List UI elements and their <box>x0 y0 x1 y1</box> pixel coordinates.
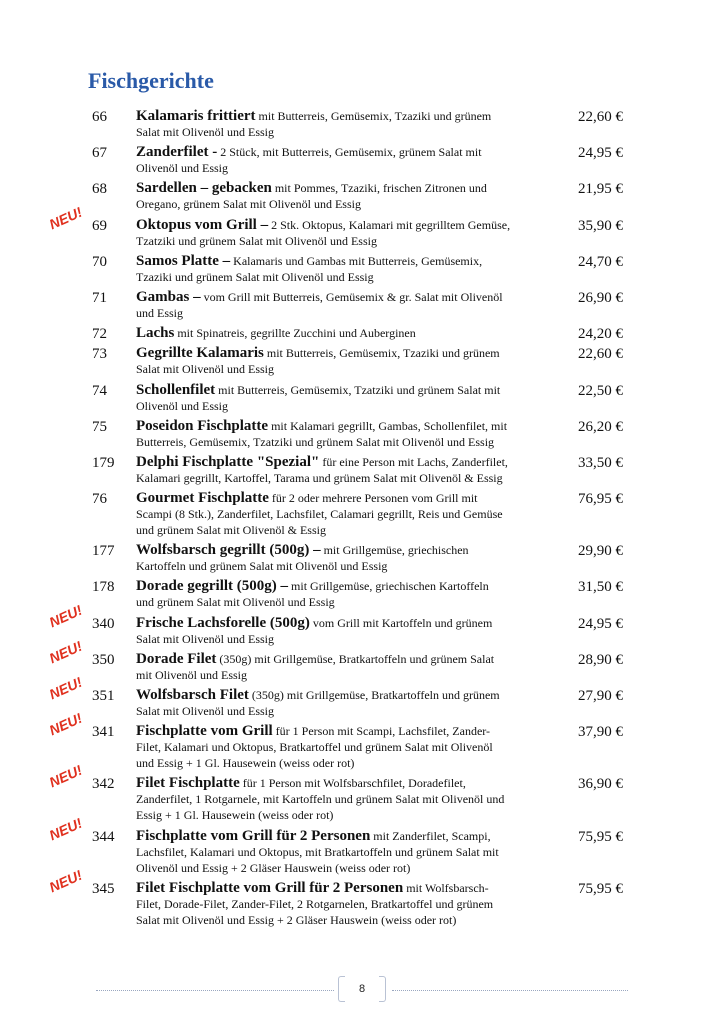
item-name: Wolfsbarsch Filet <box>136 687 249 703</box>
item-name: Lachs <box>136 325 175 342</box>
item-number: 74 <box>92 382 107 399</box>
item-description-text: 2 Stück, mit Butterreis, Gemüsemix, grünem Salat mit <box>217 145 482 160</box>
item-name: Dorade Filet <box>136 650 217 667</box>
item-description-text: für 2 oder mehrere Personen vom Grill mit <box>268 491 478 506</box>
menu-item <box>0 418 724 450</box>
item-description-text: Butterreis, Gemüsemix, Tzatziki und grünem Salat mit Olivenöl und Essig <box>136 434 495 449</box>
item-number: 69 <box>92 217 107 234</box>
item-description <box>136 180 552 196</box>
item-price: 26,20 € <box>578 418 623 435</box>
menu-item <box>0 382 724 414</box>
item-price: 31,50 € <box>578 579 623 596</box>
new-badge: NEU! <box>46 814 85 843</box>
item-description <box>136 687 552 703</box>
item-description-text: vom Grill mit Butterreis, Gemüsemix & gr. Salat mit Olivenöl <box>200 289 503 304</box>
item-description-text: Tzatziki und grünem Salat mit Olivenöl und Essig <box>136 233 377 248</box>
item-number: 72 <box>92 326 107 343</box>
item-description-text: Filet, Dorade-Filet, Zander-Filet, 2 Rotgarnelen, Bratkartoffel und grünem <box>136 896 494 911</box>
item-name: Frische Lachsforelle (500g) <box>136 614 310 631</box>
item-description-text: und Essig <box>136 305 184 320</box>
item-description-text: mit Butterreis, Gemüsemix, Tzaziki und grünem <box>263 346 500 361</box>
item-description-text: mit Grillgemüse, griechischen <box>320 543 469 558</box>
item-number: 178 <box>92 579 115 596</box>
item-description <box>136 253 552 269</box>
item-name: Poseidon Fischplatte <box>136 417 269 434</box>
item-number: 179 <box>92 454 115 471</box>
item-name: Wolfsbarsch gegrillt (500g) – <box>136 542 321 559</box>
menu-item <box>0 180 724 212</box>
menu-item <box>0 289 724 321</box>
item-name: Delphi Fischplatte "Spezial" <box>136 453 320 470</box>
item-description <box>136 217 552 233</box>
item-description <box>136 542 552 558</box>
menu-item <box>0 709 724 771</box>
item-name: Filet Fischplatte vom Grill für 2 Personen <box>136 879 404 896</box>
item-description-text: und grünem Salat mit Olivenöl und Essig <box>136 595 335 610</box>
item-description-text: Olivenöl und Essig <box>136 161 228 176</box>
menu-item <box>0 601 724 647</box>
item-description-text: Salat mit Olivenöl und Essig <box>136 125 274 139</box>
item-description-text: mit Olivenöl und Essig <box>136 667 247 682</box>
item-name: Schollenfilet <box>136 381 216 398</box>
item-description-text: Lachsfilet, Kalamari und Oktopus, mit Bratkartoffeln und grünem Salat mit <box>136 844 499 859</box>
new-badge: NEU! <box>46 203 85 232</box>
item-price: 24,95 € <box>578 145 623 162</box>
item-description <box>136 880 552 896</box>
item-price: 27,90 € <box>578 688 623 704</box>
item-description-text: Zanderfilet, 1 Rotgarnele, mit Kartoffeln und grünem Salat mit Olivenöl und <box>136 792 505 807</box>
item-description <box>136 382 552 398</box>
item-description-text: Salat mit Olivenöl und Essig <box>136 631 274 646</box>
item-number: 67 <box>92 145 107 162</box>
item-name: Zanderfilet - <box>136 144 218 161</box>
item-number: 342 <box>92 776 115 793</box>
item-name: Sardellen – gebacken <box>136 180 272 197</box>
footer-divider-left <box>96 990 334 991</box>
item-description <box>136 578 552 594</box>
item-description-text: Filet, Kalamari und Oktopus, Bratkartoffel und grünem Salat mit Olivenöl <box>136 740 493 755</box>
item-name: Gourmet Fischplatte <box>136 490 269 507</box>
item-name: Fischplatte vom Grill <box>136 723 273 740</box>
item-description-text: Salat mit Olivenöl und Essig <box>136 362 274 377</box>
item-description-text: Essig + 1 Gl. Hausewein (weiss oder rot) <box>136 808 334 823</box>
item-description-text: (350g) mit Grillgemüse, Bratkartoffeln und grünem <box>248 688 500 702</box>
item-price: 22,50 € <box>578 382 623 399</box>
item-description-text: und Essig + 1 Gl. Hausewein (weiss oder rot) <box>136 756 355 771</box>
item-description-text: mit Grillgemüse, griechischen Kartoffeln <box>288 579 489 594</box>
item-price: 75,95 € <box>578 828 623 845</box>
item-price: 36,90 € <box>578 776 623 793</box>
item-name: Gegrillte Kalamaris <box>136 345 264 362</box>
item-price: 35,90 € <box>578 217 623 234</box>
menu-item <box>0 144 724 176</box>
menu-item <box>0 578 724 610</box>
new-badge: NEU! <box>46 601 85 630</box>
item-description <box>136 490 552 506</box>
item-number: 70 <box>92 253 107 270</box>
item-number: 68 <box>92 181 107 198</box>
item-description-text: mit Spinatreis, gegrillte Zucchini und Auberginen <box>174 326 416 341</box>
item-description-text: 2 Stk. Oktopus, Kalamari mit gegrilltem Gemüse, <box>268 217 511 232</box>
menu-item <box>0 454 724 486</box>
item-number: 71 <box>92 289 107 306</box>
menu-item <box>0 325 724 341</box>
item-description <box>136 289 552 305</box>
item-description-text: Kartoffeln und grünem Salat mit Olivenöl und Essig <box>136 559 388 574</box>
item-price: 75,95 € <box>578 880 623 897</box>
item-description-text: mit Butterreis, Gemüsemix, Tzatziki und grünem Salat mit <box>215 382 501 397</box>
item-description-text: Salat mit Olivenöl und Essig + 2 Gläser Hauswein (weiss oder rot) <box>136 912 457 927</box>
item-number: 76 <box>92 491 107 508</box>
item-description-text: mit Wolfsbarsch- <box>403 880 489 895</box>
item-description-text: Kalamari gegrillt, Kartoffel, Tarama und grünem Salat mit Olivenöl & Essig <box>136 470 503 485</box>
item-description <box>136 418 552 434</box>
menu-list <box>0 108 724 932</box>
item-number: 341 <box>92 724 115 741</box>
item-name: Kalamaris frittiert <box>136 108 256 124</box>
item-description-text: (350g) mit Grillgemüse, Bratkartoffeln und grünem Salat <box>216 651 495 666</box>
page-number: 8 <box>338 976 386 1002</box>
item-number: 66 <box>92 109 107 125</box>
footer-divider-right <box>392 990 628 991</box>
item-description-text: Salat mit Olivenöl und Essig <box>136 704 274 718</box>
item-description <box>136 325 552 341</box>
item-number: 340 <box>92 615 115 632</box>
item-price: 22,60 € <box>578 346 623 363</box>
item-name: Oktopus vom Grill – <box>136 216 269 233</box>
item-price: 37,90 € <box>578 724 623 741</box>
menu-item <box>0 542 724 574</box>
item-description <box>136 828 552 844</box>
item-price: 26,90 € <box>578 289 623 306</box>
item-description-text: Olivenöl und Essig + 2 Gläser Hauswein (weiss oder rot) <box>136 860 411 875</box>
item-price: 76,95 € <box>578 491 623 508</box>
item-description-text: Olivenöl und Essig <box>136 398 228 413</box>
page-title: Fischgerichte <box>88 68 214 93</box>
item-description-text: Oregano, grünem Salat mit Olivenöl und Essig <box>136 197 361 212</box>
item-name: Samos Platte – <box>136 252 231 269</box>
item-price: 22,60 € <box>578 109 623 125</box>
menu-item <box>0 673 724 719</box>
item-number: 344 <box>92 828 115 845</box>
item-price: 24,95 € <box>578 615 623 632</box>
item-price: 29,90 € <box>578 543 623 560</box>
menu-item <box>0 253 724 285</box>
item-description <box>136 615 552 631</box>
new-badge: NEU! <box>46 866 85 896</box>
menu-item <box>0 866 724 928</box>
item-price: 33,50 € <box>578 454 623 471</box>
item-price: 21,95 € <box>578 181 623 198</box>
item-number: 73 <box>92 346 107 363</box>
item-description <box>136 345 552 361</box>
item-number: 75 <box>92 418 107 435</box>
menu-item <box>0 637 724 683</box>
new-badge: NEU! <box>46 762 85 791</box>
menu-item <box>0 490 724 538</box>
item-description-text: Tzaziki und grünem Salat mit Olivenöl und Essig <box>136 269 374 284</box>
item-name: Dorade gegrillt (500g) – <box>136 578 289 595</box>
item-description-text: für 1 Person mit Scampi, Lachsfilet, Zander- <box>272 724 491 739</box>
item-name: Gambas – <box>136 288 201 305</box>
item-description <box>136 108 552 124</box>
item-description-text: vom Grill mit Kartoffeln und grünem <box>309 615 493 630</box>
new-badge: NEU! <box>46 673 85 703</box>
item-description <box>136 775 552 791</box>
item-number: 350 <box>92 651 115 668</box>
item-name: Filet Fischplatte <box>136 775 240 792</box>
item-description <box>136 651 552 667</box>
item-name: Fischplatte vom Grill für 2 Personen <box>136 827 371 844</box>
item-description-text: für eine Person mit Lachs, Zanderfilet, <box>319 454 508 469</box>
item-description-text: und grünem Salat mit Olivenöl & Essig <box>136 523 326 538</box>
menu-item <box>0 345 724 377</box>
new-badge: NEU! <box>46 709 85 739</box>
item-number: 177 <box>92 543 115 560</box>
item-description <box>136 144 552 160</box>
item-price: 24,20 € <box>578 326 623 343</box>
menu-item <box>0 108 724 140</box>
item-description-text: mit Kalamari gegrillt, Gambas, Schollenfilet, mit <box>268 418 508 433</box>
item-price: 24,70 € <box>578 253 623 270</box>
menu-item <box>0 762 724 823</box>
item-description <box>136 723 552 739</box>
item-description-text: Kalamaris und Gambas mit Butterreis, Gemüsemix, <box>230 253 483 268</box>
item-description-text: für 1 Person mit Wolfsbarschfilet, Doradefilet, <box>239 776 466 791</box>
item-description-text: mit Pommes, Tzaziki, frischen Zitronen und <box>271 181 487 196</box>
item-description-text: Scampi (8 Stk.), Zanderfilet, Lachsfilet, Calamari gegrillt, Reis und Gemüse <box>136 507 503 522</box>
item-description <box>136 454 552 470</box>
item-number: 351 <box>92 688 115 704</box>
page-footer <box>96 976 628 1004</box>
new-badge: NEU! <box>46 637 85 667</box>
item-price: 28,90 € <box>578 651 623 668</box>
item-number: 345 <box>92 880 115 897</box>
item-description-text: mit Zanderfilet, Scampi, <box>370 828 491 843</box>
item-description-text: mit Butterreis, Gemüsemix, Tzaziki und grünem <box>255 109 492 123</box>
